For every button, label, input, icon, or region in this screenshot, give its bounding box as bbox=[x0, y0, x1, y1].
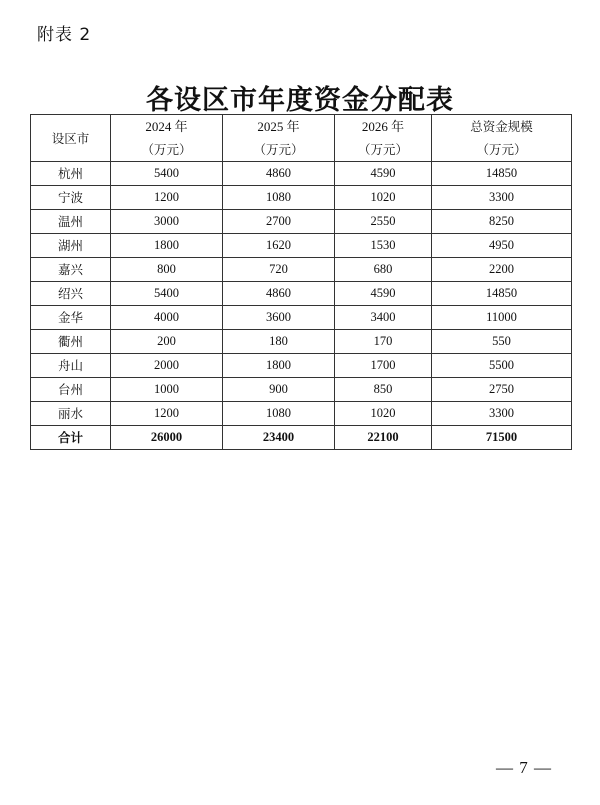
page-number: — 7 — bbox=[496, 758, 552, 777]
cell-2026: 3400 bbox=[335, 306, 432, 330]
cell-2024: 1000 bbox=[111, 378, 223, 402]
table-row bbox=[31, 162, 572, 186]
cell-2024: 800 bbox=[111, 258, 223, 282]
cell-total: 2750 bbox=[432, 378, 572, 402]
table-row bbox=[31, 234, 572, 258]
table-row bbox=[31, 354, 572, 378]
total-row bbox=[31, 426, 572, 450]
total-label: 合计 bbox=[31, 426, 111, 450]
header-total-label: 总资金规模 bbox=[470, 119, 533, 134]
cell-2025: 900 bbox=[223, 378, 335, 402]
table-row bbox=[31, 402, 572, 426]
cell-total: 550 bbox=[432, 330, 572, 354]
table-row bbox=[31, 282, 572, 306]
table-row bbox=[31, 186, 572, 210]
cell-2026: 1530 bbox=[335, 234, 432, 258]
table-row bbox=[31, 306, 572, 330]
cell-total: 14850 bbox=[432, 282, 572, 306]
total-2024: 26000 bbox=[111, 426, 223, 450]
cell-2026: 4590 bbox=[335, 282, 432, 306]
cell-2026: 1700 bbox=[335, 354, 432, 378]
cell-2025: 1620 bbox=[223, 234, 335, 258]
header-row bbox=[31, 115, 572, 162]
cell-2024: 2000 bbox=[111, 354, 223, 378]
cell-2024: 1200 bbox=[111, 186, 223, 210]
table-row bbox=[31, 258, 572, 282]
cell-city: 舟山 bbox=[31, 354, 111, 378]
cell-total: 8250 bbox=[432, 210, 572, 234]
header-2026 bbox=[335, 115, 432, 162]
cell-2025: 1080 bbox=[223, 186, 335, 210]
cell-2026: 850 bbox=[335, 378, 432, 402]
cell-2024: 4000 bbox=[111, 306, 223, 330]
header-2025-year: 2025 年 bbox=[257, 119, 300, 134]
page-title: 各设区市年度资金分配表 bbox=[146, 85, 454, 116]
cell-2025: 4860 bbox=[223, 162, 335, 186]
cell-city: 绍兴 bbox=[31, 282, 111, 306]
cell-city: 衢州 bbox=[31, 330, 111, 354]
header-2025 bbox=[223, 115, 335, 162]
header-2024-unit: （万元） bbox=[141, 142, 192, 157]
cell-total: 14850 bbox=[432, 162, 572, 186]
table-body bbox=[31, 162, 572, 450]
cell-2025: 180 bbox=[223, 330, 335, 354]
cell-2024: 200 bbox=[111, 330, 223, 354]
cell-total: 3300 bbox=[432, 402, 572, 426]
table-row bbox=[31, 378, 572, 402]
cell-2026: 4590 bbox=[335, 162, 432, 186]
cell-total: 5500 bbox=[432, 354, 572, 378]
table-row bbox=[31, 330, 572, 354]
cell-total: 3300 bbox=[432, 186, 572, 210]
header-2024 bbox=[111, 115, 223, 162]
header-total bbox=[432, 115, 572, 162]
total-2025: 23400 bbox=[223, 426, 335, 450]
cell-2025: 1800 bbox=[223, 354, 335, 378]
appendix-label: 附表 2 bbox=[37, 25, 92, 45]
cell-2025: 720 bbox=[223, 258, 335, 282]
cell-2024: 5400 bbox=[111, 282, 223, 306]
cell-city: 台州 bbox=[31, 378, 111, 402]
cell-total: 4950 bbox=[432, 234, 572, 258]
cell-city: 宁波 bbox=[31, 186, 111, 210]
cell-city: 温州 bbox=[31, 210, 111, 234]
header-2026-unit: （万元） bbox=[357, 142, 408, 157]
cell-2026: 170 bbox=[335, 330, 432, 354]
cell-2026: 1020 bbox=[335, 402, 432, 426]
cell-total: 2200 bbox=[432, 258, 572, 282]
cell-2025: 2700 bbox=[223, 210, 335, 234]
header-2024-year: 2024 年 bbox=[145, 119, 188, 134]
table-row bbox=[31, 210, 572, 234]
cell-city: 嘉兴 bbox=[31, 258, 111, 282]
cell-city: 金华 bbox=[31, 306, 111, 330]
cell-2024: 3000 bbox=[111, 210, 223, 234]
cell-city: 湖州 bbox=[31, 234, 111, 258]
header-2026-year: 2026 年 bbox=[361, 119, 405, 134]
header-total-unit: （万元） bbox=[476, 142, 527, 157]
header-city-label: 设区市 bbox=[51, 130, 90, 146]
table-header bbox=[31, 115, 572, 162]
cell-2025: 3600 bbox=[223, 306, 335, 330]
total-sum: 71500 bbox=[432, 426, 572, 450]
cell-2024: 5400 bbox=[111, 162, 223, 186]
cell-city: 杭州 bbox=[31, 162, 111, 186]
header-city bbox=[31, 115, 111, 162]
cell-city: 丽水 bbox=[31, 402, 111, 426]
cell-2026: 680 bbox=[335, 258, 432, 282]
allocation-table bbox=[30, 114, 572, 450]
cell-2024: 1800 bbox=[111, 234, 223, 258]
total-2026: 22100 bbox=[335, 426, 432, 450]
cell-2026: 2550 bbox=[335, 210, 432, 234]
cell-2025: 1080 bbox=[223, 402, 335, 426]
header-2025-unit: （万元） bbox=[253, 142, 304, 157]
cell-2026: 1020 bbox=[335, 186, 432, 210]
cell-total: 11000 bbox=[432, 306, 572, 330]
cell-2024: 1200 bbox=[111, 402, 223, 426]
cell-2025: 4860 bbox=[223, 282, 335, 306]
